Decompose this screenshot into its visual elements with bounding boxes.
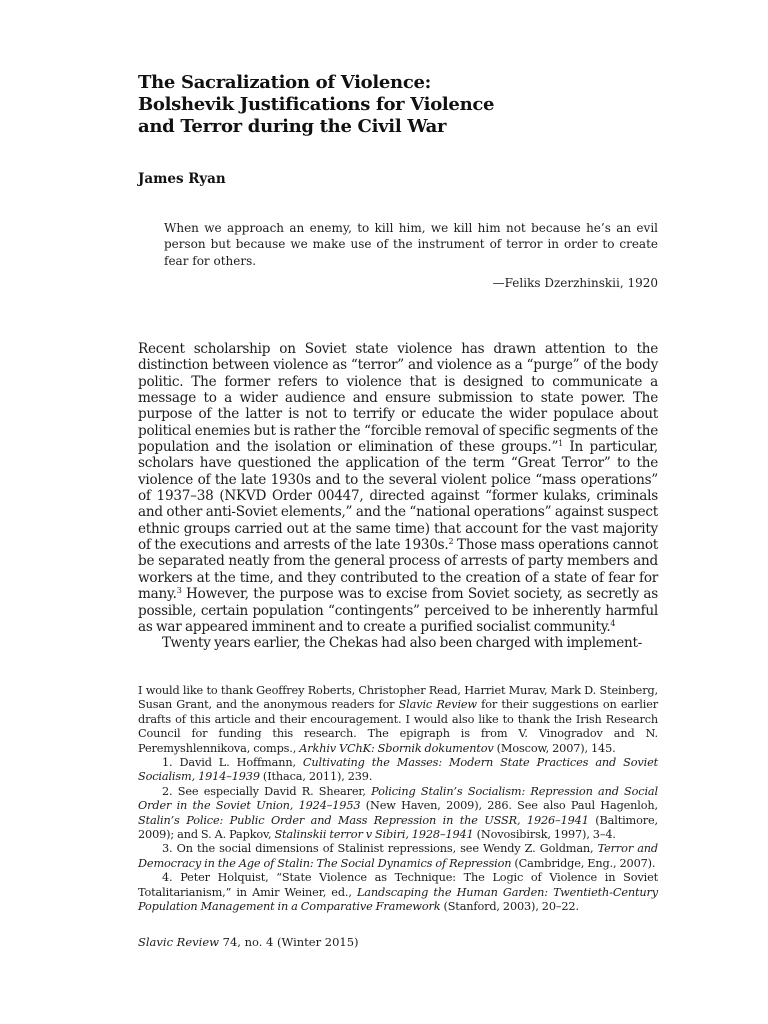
footnote-ref[interactable]: 4 xyxy=(610,618,616,628)
body-paragraph: Twenty years earlier, the Chekas had also been charged with implement- xyxy=(162,635,643,652)
acknowledgment-note: I would like to thank Geoffrey Roberts, Christopher Read, Harriet Murav, Mark D. Steinberg, Susan Grant, and the anonymous readers for Slavic Review for their suggestions on earlier drafts of this article and their encouragement. I would also like to thank the Irish Research Council for funding this research. The epigraph is from V. Vinogradov and N. Peremyshlennikova, comps., Arkhiv VChK: Sbornik dokumentov (Moscow, 2007), 145. xyxy=(138,684,658,755)
journal-citation xyxy=(138,935,359,950)
footnotes xyxy=(138,684,658,915)
title-line: The Sacralization of Violence: xyxy=(138,72,431,93)
title-line: Bolshevik Justifications for Violence xyxy=(138,94,495,115)
epigraph xyxy=(164,220,658,291)
title-line: and Terror during the Civil War xyxy=(138,116,447,137)
journal-issue: 74, no. 4 (Winter 2015) xyxy=(218,935,359,949)
epigraph-attribution: —Feliks Dzerzhinskii, 1920 xyxy=(492,275,658,290)
footnote-3: 3. On the social dimensions of Stalinist repressions, see Wendy Z. Goldman, Terror and Democracy in the Age of Stalin: The Social Dynamics of Repression (Cambridge, Eng., 2007). xyxy=(138,842,658,870)
footnote-4: 4. Peter Holquist, “State Violence as Technique: The Logic of Violence in Soviet Totalitarianism,” in Amir Weiner, ed., Landscaping the Human Garden: Twentieth-Century Population Management in a Comparative Framework (Stanford, 2003), 20–22. xyxy=(138,871,658,914)
footnote-2: 2. See especially David R. Shearer, Policing Stalin’s Socialism: Repression and Social Order in the Soviet Union, 1924–1953 (New Haven, 2009), 286. See also Paul Hagenloh, Stalin’s Police: Public Order and Mass Repression in the USSR, 1926–1941 (Baltimore, 2009); and S. A. Papkov, Stalinskii terror v Sibiri, 1928–1941 (Novosibirsk, 1997), 3–4. xyxy=(138,784,658,842)
footnote-1: 1. David L. Hoffmann, Cultivating the Masses: Modern State Practices and Soviet Socialism, 1914–1939 (Ithaca, 2011), 239. xyxy=(138,756,658,784)
epigraph-quote: When we approach an enemy, to kill him, we kill him not because he’s an evil person but because we make use of the instrument of terror in order to create fear for others. xyxy=(164,221,658,268)
author-name: James Ryan xyxy=(138,171,226,187)
journal-name: Slavic Review xyxy=(138,935,219,949)
footnote-ref[interactable]: 2 xyxy=(448,537,454,547)
article-title xyxy=(138,72,658,138)
body-paragraph: Recent scholarship on Soviet state violence has drawn attention to the distinction between violence as “terror” and violence as a “purge” of the body politic. The former refers to violence that is designed to communicate a message to a wider audience and ensure submission to state power. The purpose of the latter is not to terrify or educate the wider populace about political enemies but is rather the “forcible removal of specific segments of the population and the isolation or elimination of these groups.”$^1$ In particular, scholars have questioned the application of the term “Great Terror” to the violence of the late 1930s and to the several violent police “mass operations” of 1937–38 (NKVD Order 00447, directed against “former kulaks, criminals and other anti-Soviet elements,” and the “national operations” against suspect ethnic groups carried out at the same time) that account for the vast majority of the executions and arrests of the late 1930s.$^2$ Those mass operations cannot be separated neatly from the general process of arrests of party members and workers at the time, and they contributed to the creation of a state of fear for many.$^3$ However, the purpose was to excise from Soviet society, as secretly as possible, certain population “contingents” perceived to be inherently harmful as war appeared imminent and to create a purified socialist community.$^4$ xyxy=(138,341,659,635)
article-page xyxy=(138,0,658,1024)
footnote-ref[interactable]: 3 xyxy=(176,586,182,596)
footnote-ref[interactable]: 1 xyxy=(558,439,563,449)
article-body xyxy=(138,341,658,652)
